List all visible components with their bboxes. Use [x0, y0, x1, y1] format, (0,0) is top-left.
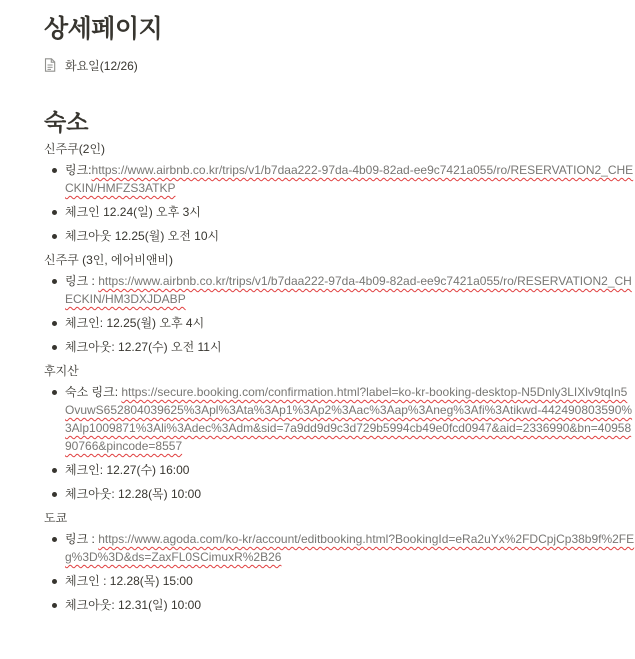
- bullet-list: [44, 272, 635, 356]
- list-item[interactable]: [44, 338, 635, 356]
- list-item-text: 체크인 12.24(일) 오후 3시: [65, 205, 201, 219]
- list-item-text: 체크아웃: 12.31(일) 10:00: [65, 598, 202, 612]
- link-prefix: 링크 :: [65, 532, 99, 546]
- list-item[interactable]: [44, 272, 635, 308]
- link-prefix: 숙소 링크:: [65, 385, 122, 399]
- group-label[interactable]: 후지산: [44, 364, 79, 378]
- list-item-text: 체크아웃: 12.28(목) 10:00: [65, 487, 202, 501]
- bullet-list: [44, 161, 635, 245]
- list-item[interactable]: [44, 227, 635, 245]
- section-heading[interactable]: 숙소: [44, 109, 89, 135]
- list-item[interactable]: [44, 383, 635, 455]
- list-item[interactable]: [44, 485, 635, 503]
- list-item-text: 체크아웃: 12.27(수) 오전 11시: [65, 340, 222, 354]
- date-property[interactable]: [44, 54, 635, 76]
- group-label[interactable]: 도쿄: [44, 511, 68, 525]
- list-item[interactable]: [44, 572, 635, 590]
- reservation-link[interactable]: https://www.airbnb.co.kr/trips/v1/b7daa222-97da-4b09-82ad-ee9c7421a055/ro/RESERVATION2_CHECKIN/HM3DXJDABP: [65, 274, 632, 306]
- document-icon: [44, 58, 56, 72]
- list-item[interactable]: [44, 314, 635, 332]
- date-property-value: 화요일(12/26): [65, 58, 138, 73]
- list-item[interactable]: [44, 596, 635, 614]
- group-label[interactable]: 신주쿠 (3인, 에어비앤비): [44, 253, 173, 267]
- list-item[interactable]: [44, 461, 635, 479]
- bullet-list: [44, 530, 635, 614]
- page-title[interactable]: 상세페이지: [44, 15, 163, 43]
- list-item[interactable]: [44, 161, 635, 197]
- list-item-text: 체크인: 12.27(수) 16:00: [65, 463, 190, 477]
- reservation-link[interactable]: https://www.agoda.com/ko-kr/account/editbooking.html?BookingId=eRa2uYx%2FDCpjCp38b9f%2FEg%3D%3D&ds=ZaxFL0SCimuxR%2B26: [65, 532, 635, 564]
- list-item-text: 체크인 : 12.28(목) 15:00: [65, 574, 193, 588]
- list-item-text: 체크아웃 12.25(월) 오전 10시: [65, 229, 220, 243]
- list-item[interactable]: [44, 530, 635, 566]
- list-item[interactable]: [44, 203, 635, 221]
- list-item-text: 체크인: 12.25(월) 오후 4시: [65, 316, 205, 330]
- reservation-link[interactable]: https://www.airbnb.co.kr/trips/v1/b7daa222-97da-4b09-82ad-ee9c7421a055/ro/RESERVATION2_CHECKIN/HMFZS3ATKP: [65, 163, 634, 195]
- accommodation-groups: [44, 140, 635, 614]
- bullet-list: [44, 383, 635, 503]
- link-prefix: 링크:: [65, 163, 92, 177]
- group-label[interactable]: 신주쿠(2인): [44, 142, 106, 156]
- link-prefix: 링크 :: [65, 274, 99, 288]
- reservation-link[interactable]: https://secure.booking.com/confirmation.html?label=ko-kr-booking-desktop-N5Dnly3LIXlv9tqIn5OvuwS652804039625%3Apl%3Ata%3Ap1%3Ap2%3Aac%3Aap%3Aneg%3Afi%3Atikwd-442490803590%3Alp1009871%3Ali%3Adec%3Adm&sid=7a9dd9d9c3d729b5994cb49e0fcd0947&aid=2336990&bn=4095890766&pincode=8557: [65, 385, 633, 453]
